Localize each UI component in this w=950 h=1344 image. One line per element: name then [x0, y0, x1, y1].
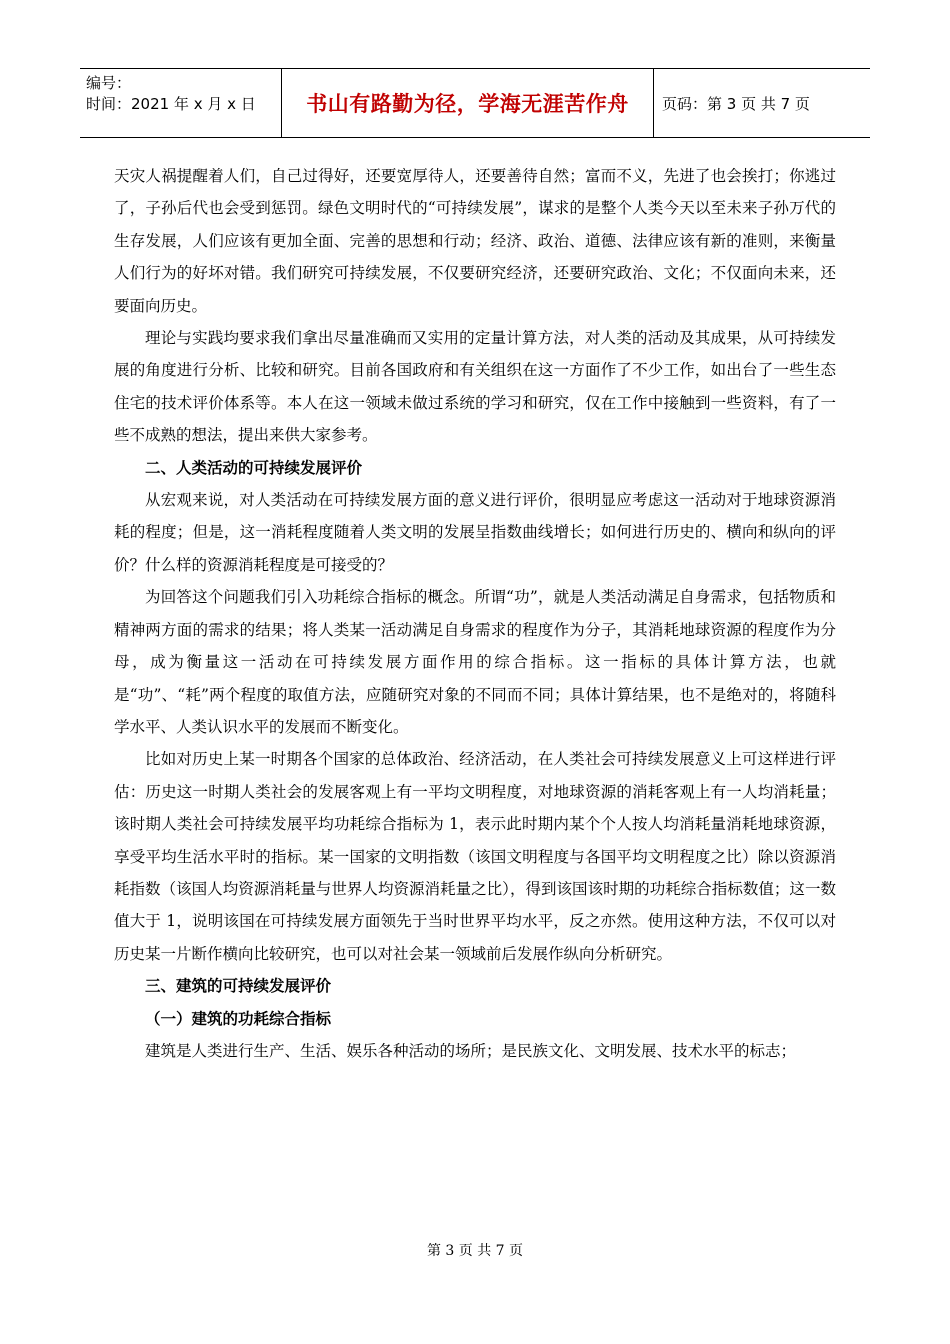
paragraph: 从宏观来说，对人类活动在可持续发展方面的意义进行评价，很明显应考虑这一活动对于地球资源消耗的程度；但是，这一消耗程度随着人类文明的发展呈指数曲线增长；如何进行历史的、横向和纵向的评价？什么样的资源消耗程度是可接受的？ — [114, 491, 836, 574]
number-label: 编号： — [86, 74, 132, 92]
paragraph: 理论与实践均要求我们拿出尽量准确而又实用的定量计算方法，对人类的活动及其成果，从可持续发展的角度进行分析、比较和研究。目前各国政府和有关组织在这一方面作了不少工作，如出台了一些生态住宅的技术评价体系等。本人在这一领域未做过系统的学习和研究，仅在工作中接触到一些资料，有了一些不成熟的想法，提出来供大家参考。 — [114, 329, 836, 445]
paragraph: 天灾人祸提醒着人们，自己过得好，还要宽厚待人，还要善待自然；富而不义，先进了也会挨打；你逃过了，子孙后代也会受到惩罚。绿色文明时代的“可持续发展”，谋求的是整个人类今天以至未来子孙万代的生存发展，人们应该有更加全面、完善的思想和行动；经济、政治、道德、法律应该有新的准则，来衡量人们行为的好坏对错。我们研究可持续发展，不仅要研究经济，还要研究政治、文化；不仅面向未来，还要面向历史。 — [114, 167, 836, 315]
subsection-heading: （一）建筑的功耗综合指标 — [145, 1009, 332, 1028]
time-label: 时间：2021 年 x 月 x 日 — [86, 95, 256, 113]
page-label: 页码：第 3 页 共 7 页 — [662, 94, 810, 113]
section-heading: 二、人类活动的可持续发展评价 — [145, 458, 363, 477]
page-header — [80, 68, 870, 138]
paragraph: 建筑是人类进行生产、生活、娱乐各种活动的场所；是民族文化、文明发展、技术水平的标志； — [145, 1041, 797, 1060]
page-footer: 第 3 页 共 7 页 — [426, 1243, 524, 1259]
header-info — [80, 69, 281, 137]
paragraph: 比如对历史上某一时期各个国家的总体政治、经济活动，在人类社会可持续发展意义上可这样进行评估：历史这一时期人类社会的发展客观上有一平均文明程度，对地球资源的消耗客观上有一人均消耗量；该时期人类社会可持续发展平均功耗综合指标为 1，表示此时期内某个个人按人均消耗量消耗地球资源，享受平均生活水平时的指标。某一国家的文明指数（该国文明程度与各国平均文明程度之比）除以资源消耗指数（该国人均资源消耗量与世界人均资源消耗量之比），得到该国该时期的功耗综合指标数值；这一数值大于 1，说明该国在可持续发展方面领先于当时世界平均水平，反之亦然。使用这种方法，不仅可以对历史某一片断作横向比较研究，也可以对社会某一领域前后发展作纵向分析研究。 — [114, 750, 836, 963]
paragraph: 为回答这个问题我们引入功耗综合指标的概念。所谓“功”，就是人类活动满足自身需求，包括物质和精神两方面的需求的结果；将人类某一活动满足自身需求的程度作为分子，其消耗地球资源的程度作为分母，成为衡量这一活动在可持续发展方面作用的综合指标。这一指标的具体计算方法，也就是“功”、“耗”两个程度的取值方法，应随研究对象的不同而不同；具体计算结果，也不是绝对的，将随科学水平、人类认识水平的发展而不断变化。 — [114, 588, 836, 736]
header-motto-cell — [281, 69, 654, 137]
section-heading: 三、建筑的可持续发展评价 — [145, 977, 332, 996]
motto: 书山有路勤为径，学海无涯苦作舟 — [306, 92, 629, 116]
header-page-cell — [654, 69, 870, 137]
document-body — [114, 160, 836, 1067]
